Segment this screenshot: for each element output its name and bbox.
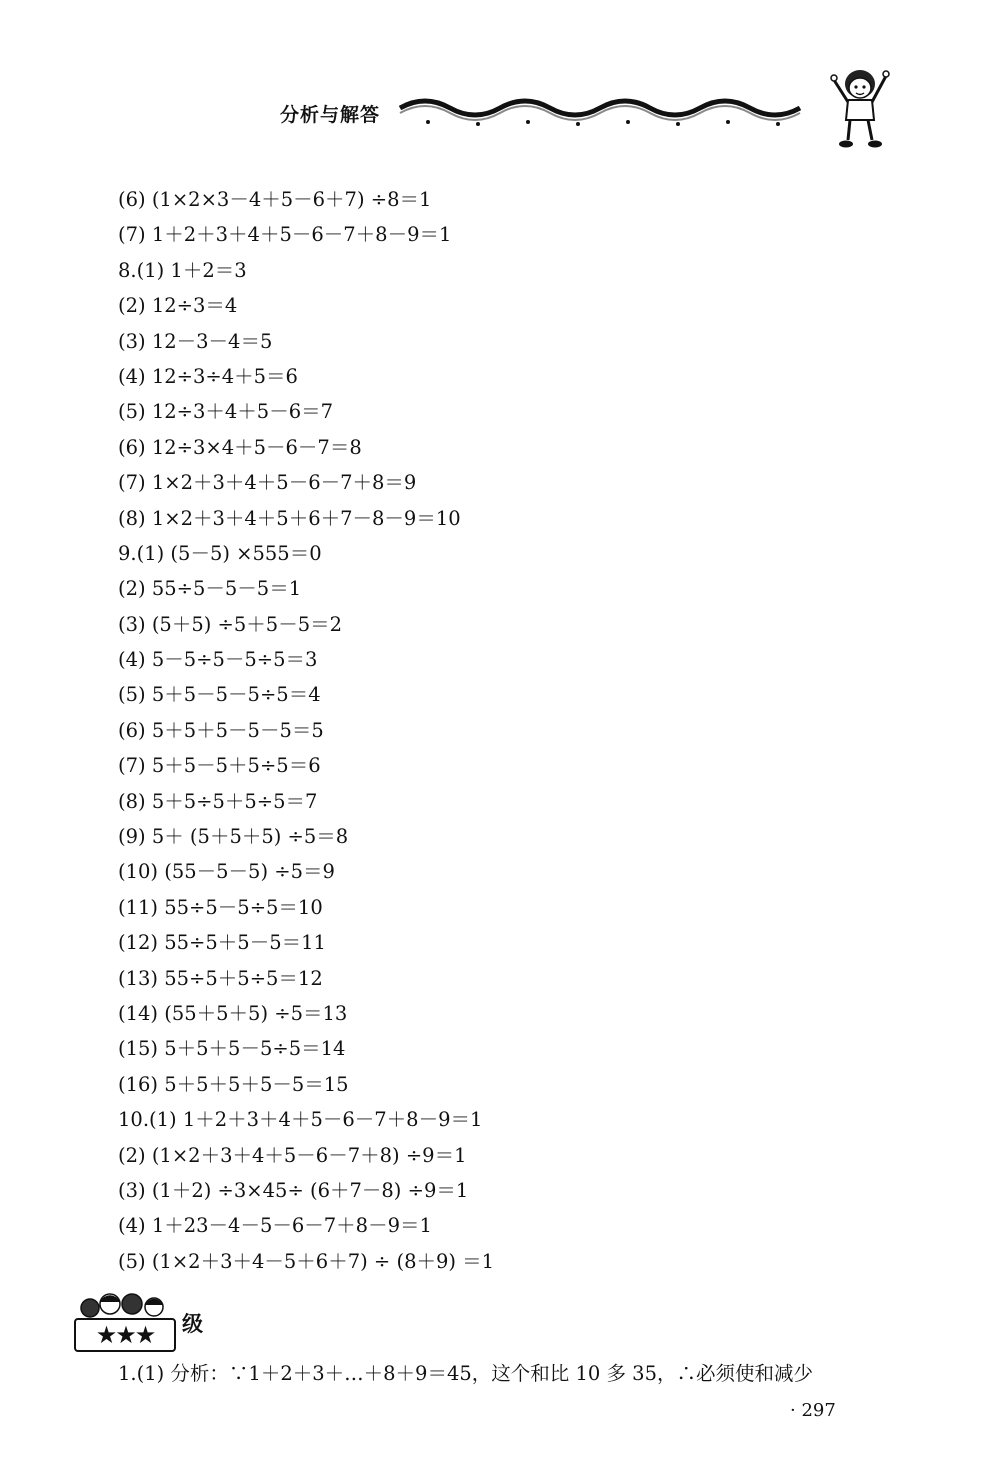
answer-line: (15) 5＋5＋5－5÷5＝14 bbox=[118, 1037, 346, 1061]
answer-line: (13) 55÷5＋5÷5＝12 bbox=[118, 966, 323, 990]
page-number: · 297 bbox=[790, 1400, 836, 1421]
wave-decoration bbox=[398, 92, 828, 132]
answer-line: (7) 5＋5－5＋5÷5＝6 bbox=[118, 754, 321, 778]
level-label: 级 bbox=[182, 1312, 203, 1336]
answer-line: (12) 55÷5＋5－5＝11 bbox=[118, 931, 326, 955]
answer-line: (3) (1＋2) ÷3×45÷ (6＋7－8) ÷9＝1 bbox=[118, 1178, 469, 1202]
answer-line: (8) 5＋5÷5＋5÷5＝7 bbox=[118, 789, 318, 813]
answer-line: 10.(1) 1＋2＋3＋4＋5－6－7＋8－9＝1 bbox=[118, 1108, 483, 1132]
answer-line: (6) 12÷3×4＋5－6－7＝8 bbox=[118, 435, 362, 459]
three-star-badge: ★★★ bbox=[74, 1318, 176, 1352]
answer-line: (3) (5＋5) ÷5＋5－5＝2 bbox=[118, 612, 343, 636]
answer-line: (6) 5＋5＋5－5－5＝5 bbox=[118, 718, 324, 742]
answer-line: (14) (55＋5＋5) ÷5＝13 bbox=[118, 1001, 348, 1025]
answer-line: (2) (1×2＋3＋4＋5－6－7＋8) ÷9＝1 bbox=[118, 1143, 467, 1167]
answer-line: (16) 5＋5＋5＋5－5＝15 bbox=[118, 1072, 349, 1096]
answer-line: 9.(1) (5－5) ×555＝0 bbox=[118, 541, 322, 565]
answer-line: (8) 1×2＋3＋4＋5＋6＋7－8－9＝10 bbox=[118, 506, 461, 530]
answer-line: (10) (55－5－5) ÷5＝9 bbox=[118, 860, 335, 884]
answer-line: 8.(1) 1＋2＝3 bbox=[118, 258, 247, 282]
answer-line: (11) 55÷5－5÷5＝10 bbox=[118, 895, 323, 919]
answer-line: (5) 5＋5－5－5÷5＝4 bbox=[118, 683, 321, 707]
section-title: 分析与解答 bbox=[280, 104, 381, 126]
answer-line: (4) 5－5÷5－5÷5＝3 bbox=[118, 648, 318, 672]
answer-line: (7) 1×2＋3＋4＋5－6－7＋8＝9 bbox=[118, 471, 417, 495]
answer-line: (9) 5＋ (5＋5＋5) ÷5＝8 bbox=[118, 825, 349, 849]
answer-line: (7) 1＋2＋3＋4＋5－6－7＋8－9＝1 bbox=[118, 223, 452, 247]
answer-line: (2) 55÷5－5－5＝1 bbox=[118, 577, 302, 601]
cartoon-child-illustration bbox=[828, 62, 898, 152]
answer-line: (5) 12÷3＋4＋5－6＝7 bbox=[118, 400, 334, 424]
answer-line: (3) 12－3－4＝5 bbox=[118, 329, 273, 353]
answer-line: (4) 1＋23－4－5－6－7＋8－9＝1 bbox=[118, 1214, 432, 1238]
answer-lines bbox=[118, 186, 494, 1283]
answer-line: (6) (1×2×3－4＋5－6＋7) ÷8＝1 bbox=[118, 188, 432, 211]
answer-line: (2) 12÷3＝4 bbox=[118, 294, 238, 318]
answer-line: (4) 12÷3÷4＋5＝6 bbox=[118, 364, 298, 388]
answer-line: (5) (1×2＋3＋4－5＋6＋7) ÷ (8＋9) ＝1 bbox=[118, 1249, 495, 1273]
analysis-line: 1.(1) 分析：∵1＋2＋3＋…＋8＋9＝45，这个和比 10 多 35，∴必须使和减少 bbox=[118, 1362, 813, 1385]
